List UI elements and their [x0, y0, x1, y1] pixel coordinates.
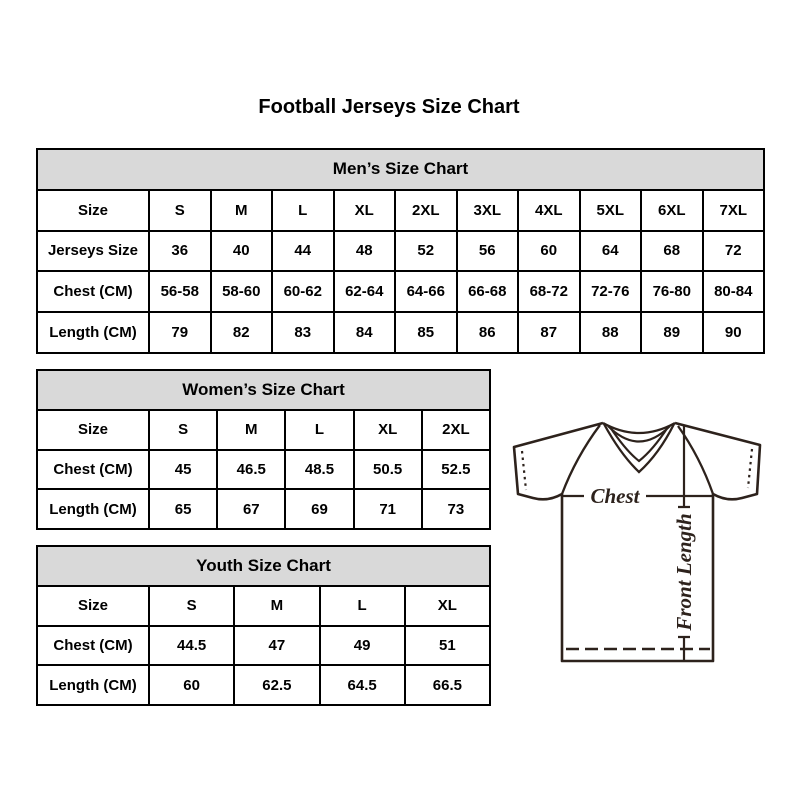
size-cell: 60 [149, 665, 234, 705]
size-cell: 67 [217, 489, 285, 529]
column-header: 2XL [395, 190, 457, 231]
column-header: L [320, 586, 405, 626]
mens-table-row [37, 231, 764, 272]
size-cell: 36 [149, 231, 211, 272]
header-row-label: Size [37, 190, 149, 231]
size-cell: 84 [334, 312, 396, 353]
column-header: 7XL [703, 190, 765, 231]
size-cell: 62-64 [334, 271, 396, 312]
womens-table-title: Women’s Size Chart [37, 370, 490, 410]
youth-size-table [36, 545, 491, 706]
column-header: L [272, 190, 334, 231]
size-cell: 44 [272, 231, 334, 272]
row-label: Chest (CM) [37, 626, 149, 666]
column-header: 4XL [518, 190, 580, 231]
size-cell: 47 [234, 626, 319, 666]
header-row-label: Size [37, 410, 149, 450]
mens-table-row [37, 271, 764, 312]
row-label: Length (CM) [37, 489, 149, 529]
mens-table-row [37, 312, 764, 353]
page-title: Football Jerseys Size Chart [258, 96, 520, 118]
size-cell: 40 [211, 231, 273, 272]
youth-table-row [37, 626, 490, 666]
size-cell: 80-84 [703, 271, 765, 312]
column-header: S [149, 410, 217, 450]
row-label: Chest (CM) [37, 450, 149, 490]
row-label: Length (CM) [37, 312, 149, 353]
size-cell: 48 [334, 231, 396, 272]
size-cell: 64.5 [320, 665, 405, 705]
mens-size-table [36, 148, 765, 354]
header-row-label: Size [37, 586, 149, 626]
size-cell: 71 [354, 489, 422, 529]
column-header: 3XL [457, 190, 519, 231]
size-cell: 79 [149, 312, 211, 353]
womens-table-row [37, 489, 490, 529]
size-cell: 64-66 [395, 271, 457, 312]
size-cell: 52 [395, 231, 457, 272]
jersey-measurement-diagram [500, 395, 780, 695]
size-cell: 83 [272, 312, 334, 353]
youth-table-row [37, 665, 490, 705]
size-cell: 69 [285, 489, 353, 529]
size-cell: 90 [703, 312, 765, 353]
mens-header-row [37, 190, 764, 231]
size-cell: 44.5 [149, 626, 234, 666]
size-cell: 60-62 [272, 271, 334, 312]
size-cell: 56-58 [149, 271, 211, 312]
womens-table-title-row [37, 370, 490, 410]
column-header: XL [405, 586, 490, 626]
womens-header-row [37, 410, 490, 450]
size-cell: 76-80 [641, 271, 703, 312]
youth-table-title: Youth Size Chart [37, 546, 490, 586]
youth-header-row [37, 586, 490, 626]
size-cell: 46.5 [217, 450, 285, 490]
size-cell: 49 [320, 626, 405, 666]
size-cell: 72 [703, 231, 765, 272]
size-cell: 85 [395, 312, 457, 353]
column-header: M [217, 410, 285, 450]
column-header: M [234, 586, 319, 626]
size-cell: 48.5 [285, 450, 353, 490]
column-header: M [211, 190, 273, 231]
youth-table-title-row [37, 546, 490, 586]
size-cell: 65 [149, 489, 217, 529]
mens-table-title: Men’s Size Chart [37, 149, 764, 190]
size-cell: 66-68 [457, 271, 519, 312]
size-cell: 62.5 [234, 665, 319, 705]
row-label: Jerseys Size [37, 231, 149, 272]
size-cell: 66.5 [405, 665, 490, 705]
size-cell: 51 [405, 626, 490, 666]
size-cell: 88 [580, 312, 642, 353]
size-cell: 86 [457, 312, 519, 353]
row-label: Chest (CM) [37, 271, 149, 312]
size-cell: 89 [641, 312, 703, 353]
size-cell: 45 [149, 450, 217, 490]
column-header: 6XL [641, 190, 703, 231]
size-cell: 64 [580, 231, 642, 272]
column-header: XL [354, 410, 422, 450]
chest-label: Chest [590, 484, 640, 508]
sleeve-cuff-dash-right [748, 449, 752, 488]
front-length-label: Front Length [672, 513, 696, 631]
column-header: L [285, 410, 353, 450]
size-cell: 87 [518, 312, 580, 353]
sleeve-cuff-dash-left [522, 451, 526, 490]
column-header: 2XL [422, 410, 490, 450]
womens-size-table [36, 369, 491, 530]
size-cell: 72-76 [580, 271, 642, 312]
womens-table-row [37, 450, 490, 490]
size-cell: 73 [422, 489, 490, 529]
size-cell: 58-60 [211, 271, 273, 312]
size-cell: 68 [641, 231, 703, 272]
size-cell: 56 [457, 231, 519, 272]
column-header: S [149, 586, 234, 626]
size-cell: 82 [211, 312, 273, 353]
column-header: 5XL [580, 190, 642, 231]
column-header: XL [334, 190, 396, 231]
size-cell: 52.5 [422, 450, 490, 490]
row-label: Length (CM) [37, 665, 149, 705]
column-header: S [149, 190, 211, 231]
size-cell: 68-72 [518, 271, 580, 312]
size-cell: 60 [518, 231, 580, 272]
mens-table-title-row [37, 149, 764, 190]
size-cell: 50.5 [354, 450, 422, 490]
